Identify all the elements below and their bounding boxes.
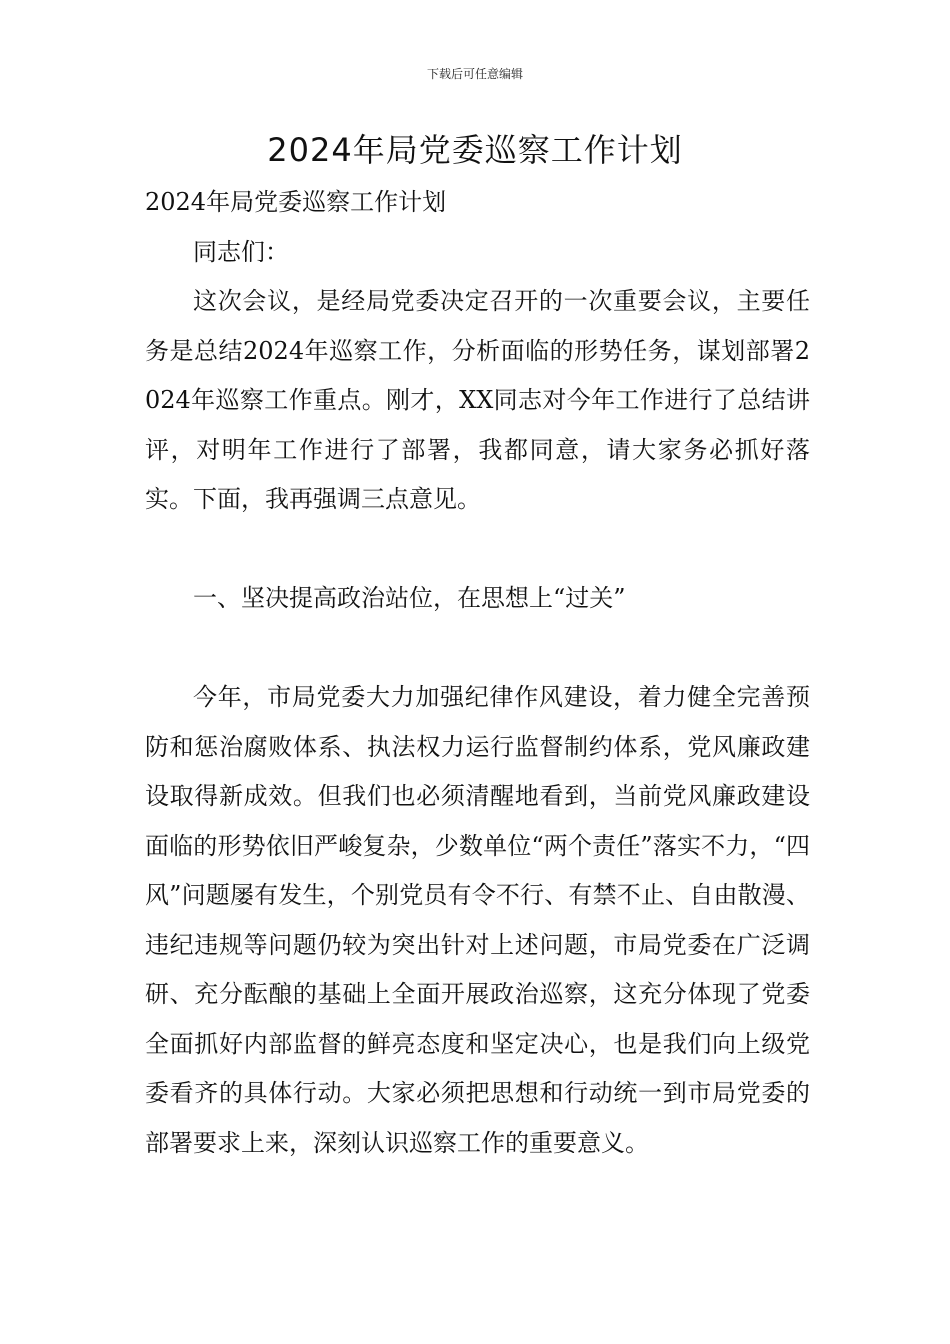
document-body xyxy=(145,178,810,1168)
salutation: 同志们： xyxy=(193,237,289,266)
intro-paragraph: 这次会议，是经局党委决定召开的一次重要会议，主要任务是总结2024年巡察工作，分析面临的形势任务，谋划部署2024年巡察工作重点。刚才，XX同志对今年工作进行了总结讲评，对明年工作进行了部署，我都同意，请大家务必抓好落实。下面，我再强调三点意见。 xyxy=(145,287,810,513)
header-note: 下载后可任意编辑 xyxy=(426,67,523,81)
document-title: 2024年局党委巡察工作计划 xyxy=(267,131,683,169)
document-subtitle: 2024年局党委巡察工作计划 xyxy=(145,188,447,216)
section-1-paragraph: 今年，市局党委大力加强纪律作风建设，着力健全完善预防和惩治腐败体系、执法权力运行监督制约体系，党风廉政建设取得新成效。但我们也必须清醒地看到，当前党风廉政建设面临的形势依旧严峻复杂，少数单位“两个责任”落实不力，“四风”问题屡有发生，个别党员有令不行、有禁不止、自由散漫、违纪违规等问题仍较为突出针对上述问题，市局党委在广泛调研、充分酝酿的基础上全面开展政治巡察，这充分体现了党委全面抓好内部监督的鲜亮态度和坚定决心，也是我们向上级党委看齐的具体行动。大家必须把思想和行动统一到市局党委的部署要求上来，深刻认识巡察工作的重要意义。 xyxy=(145,683,810,1157)
section-1-heading: 一、坚决提高政治站位，在思想上“过关” xyxy=(193,584,626,612)
